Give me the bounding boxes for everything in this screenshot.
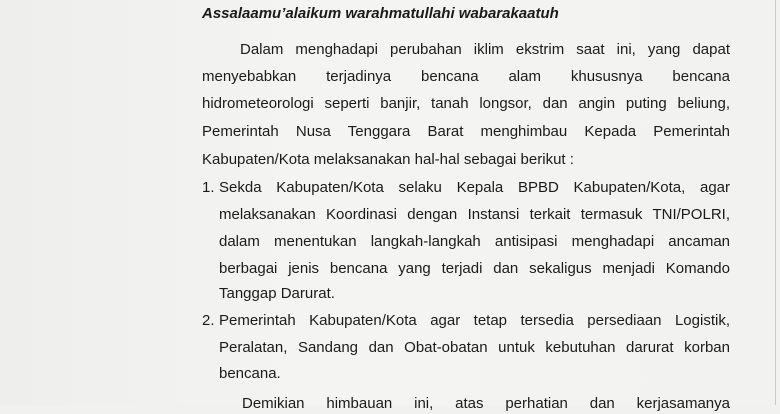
list-item-line: Pemerintah Kabupaten/Kota agar tetap tersedia persediaan Logistik, xyxy=(219,312,730,329)
paragraph-line: Pemerintah Nusa Tenggara Barat menghimbau Kepada Pemerintah xyxy=(202,123,730,140)
list-item-line: melaksanakan Koordinasi dengan Instansi terkait termasuk TNI/POLRI, xyxy=(219,206,730,223)
paragraph-line: Dalam menghadapi perubahan iklim ekstrim saat ini, yang dapat xyxy=(240,41,730,58)
list-number: 2. xyxy=(202,312,215,329)
closing-line: Demikian himbauan ini, atas perhatian dan kerjasamanya xyxy=(242,395,730,412)
list-item-line: berbagai jenis bencana yang terjadi dan sekaligus menjadi Komando xyxy=(219,260,730,277)
list-item-line: Sekda Kabupaten/Kota selaku Kepala BPBD Kabupaten/Kota, agar xyxy=(219,179,730,196)
list-item-line: Peralatan, Sandang dan Obat-obatan untuk kebutuhan darurat korban xyxy=(219,339,730,356)
paragraph-line: hidrometeorologi seperti banjir, tanah longsor, dan angin puting beliung, xyxy=(202,95,730,112)
paragraph-line: Kabupaten/Kota melaksanakan hal-hal sebagai berikut : xyxy=(202,151,574,168)
scan-edge-line xyxy=(775,0,776,405)
list-number: 1. xyxy=(202,179,215,196)
list-item-line: bencana. xyxy=(219,365,281,382)
paragraph-line: menyebabkan terjadinya bencana alam khususnya bencana xyxy=(202,68,730,85)
list-item-line: dalam menentukan langkah-langkah antisipasi menghadapi ancaman xyxy=(219,233,730,250)
greeting: Assalaamu’alaikum warahmatullahi wabarakaatuh xyxy=(202,5,559,22)
list-item-line: Tanggap Darurat. xyxy=(219,285,335,302)
